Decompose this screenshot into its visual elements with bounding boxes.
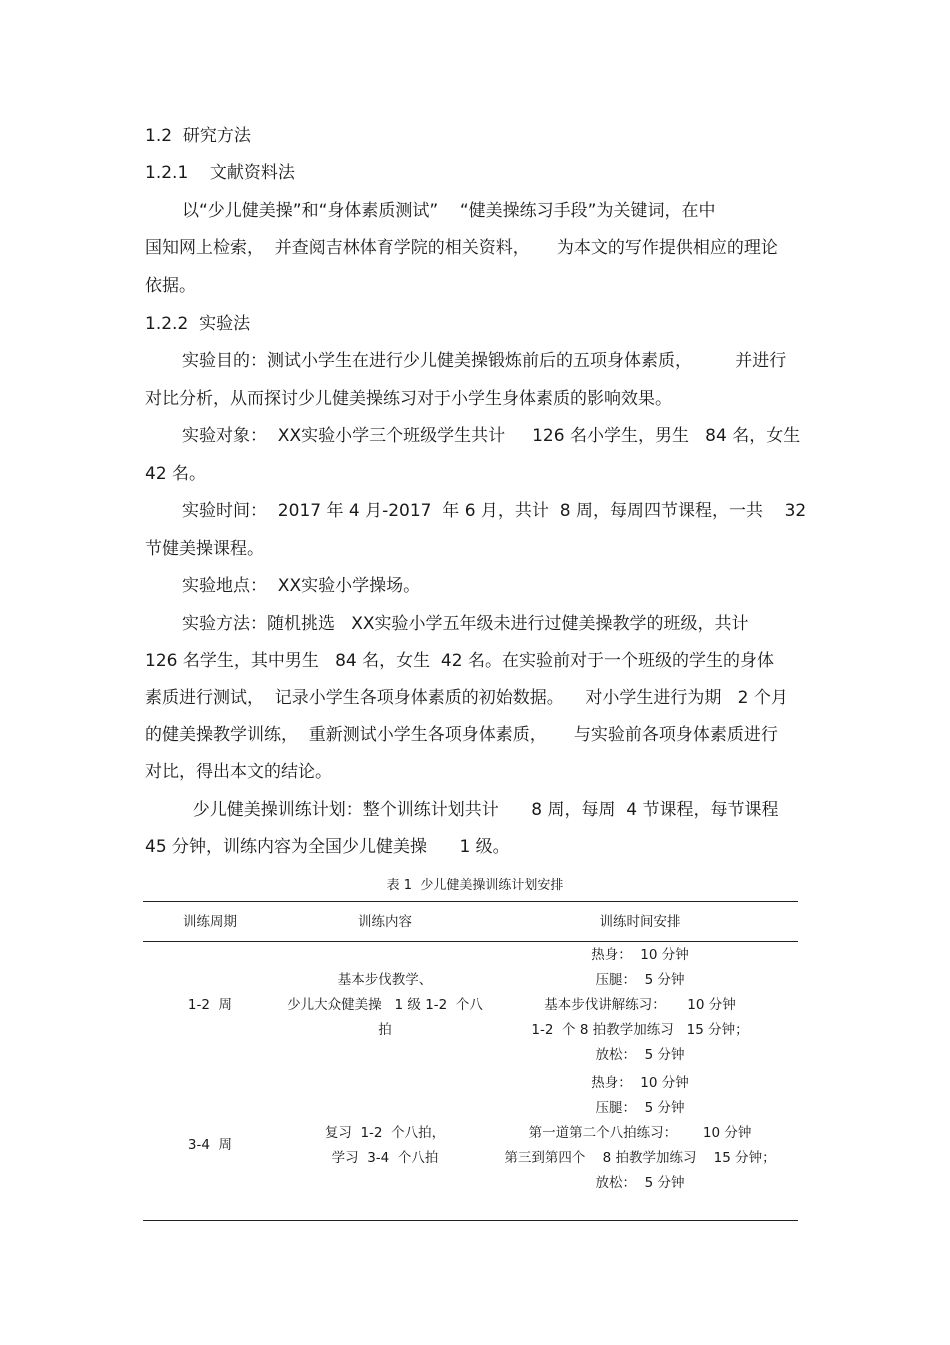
paragraph-line: 以“少儿健美操”和“身体素质测试” “健美操练习手段”为关键词，在中 <box>182 201 716 221</box>
paragraph-line: 实验方法：随机挑选 XX实验小学五年级未进行过健美操教学的班级，共计 <box>182 614 749 634</box>
table-row-schedule-line: 基本步伐讲解练习： 10 分钟 <box>544 997 736 1013</box>
table-header-schedule: 训练时间安排 <box>599 914 681 930</box>
table-row-schedule-line: 第三到第四个 8 拍教学加练习 15 分钟； <box>504 1150 776 1166</box>
table-row-schedule-line: 1-2 个 8 拍教学加练习 15 分钟； <box>531 1022 749 1038</box>
table-row-schedule-line: 压腿： 5 分钟 <box>595 1100 685 1116</box>
paragraph-line: 对比分析，从而探讨少儿健美操练习对于小学生身体素质的影响效果。 <box>145 389 672 409</box>
table-row-content-line: 少儿大众健美操 1 级 1-2 个八 <box>287 997 483 1013</box>
table-header-rule <box>143 941 798 942</box>
table-bottom-rule <box>143 1220 798 1221</box>
table-header-content: 训练内容 <box>358 914 412 930</box>
table-row-content-line: 基本步伐教学、 <box>337 972 433 988</box>
table-header-period: 训练周期 <box>183 914 237 930</box>
table-row-schedule-line: 热身： 10 分钟 <box>591 947 689 963</box>
paragraph-line: 实验目的：测试小学生在进行少儿健美操锻炼前后的五项身体素质， 并进行 <box>182 351 787 371</box>
paragraph-line: 节健美操课程。 <box>145 539 264 559</box>
table-row-schedule-line: 放松： 5 分钟 <box>595 1175 685 1191</box>
table-row-content-line: 复习 1-2 个八拍， <box>324 1125 446 1141</box>
paragraph-line: 实验对象： XX实验小学三个班级学生共计 126 名小学生，男生 84 名，女生 <box>182 426 801 446</box>
paragraph-line: 少儿健美操训练计划：整个训练计划共计 8 周，每周 4 节课程，每节课程 <box>182 800 779 820</box>
paragraph-line: 42 名。 <box>145 464 207 484</box>
table-row-schedule-line: 热身： 10 分钟 <box>591 1075 689 1091</box>
paragraph-line: 的健美操教学训练， 重新测试小学生各项身体素质， 与实验前各项身体素质进行 <box>145 725 778 745</box>
paragraph-line: 45 分钟，训练内容为全国少儿健美操 1 级。 <box>145 837 510 857</box>
paragraph-line: 对比，得出本文的结论。 <box>145 762 332 782</box>
table-caption: 表 1 少儿健美操训练计划安排 <box>386 878 564 893</box>
table-row-period: 1-2 周 <box>187 997 233 1013</box>
table-row-schedule-line: 放松： 5 分钟 <box>595 1047 685 1063</box>
table-row-schedule-line: 压腿： 5 分钟 <box>595 972 685 988</box>
subsection-heading-literature: 1.2.1 文献资料法 <box>145 163 295 183</box>
table-top-rule <box>143 901 798 902</box>
subsection-heading-experiment: 1.2.2 实验法 <box>145 314 251 334</box>
section-heading: 1.2 研究方法 <box>145 126 251 146</box>
paragraph-line: 126 名学生，其中男生 84 名，女生 42 名。在实验前对于一个班级的学生的身体 <box>145 651 774 671</box>
paragraph-line: 素质进行测试， 记录小学生各项身体素质的初始数据。 对小学生进行为期 2 个月 <box>145 688 788 708</box>
paragraph-line: 国知网上检索， 并查阅吉林体育学院的相关资料， 为本文的写作提供相应的理论 <box>145 238 778 258</box>
paragraph-line: 依据。 <box>145 276 196 296</box>
table-row-content-line: 学习 3-4 个八拍 <box>331 1150 439 1166</box>
paragraph-line: 实验时间： 2017 年 4 月-2017 年 6 月，共计 8 周，每周四节课程，一共 32 <box>182 501 807 521</box>
table-row-content-line: 拍 <box>378 1022 392 1038</box>
paragraph-line: 实验地点： XX实验小学操场。 <box>182 576 421 596</box>
table-row-schedule-line: 第一道第二个八拍练习： 10 分钟 <box>528 1125 752 1141</box>
table-row-period: 3-4 周 <box>187 1137 233 1153</box>
